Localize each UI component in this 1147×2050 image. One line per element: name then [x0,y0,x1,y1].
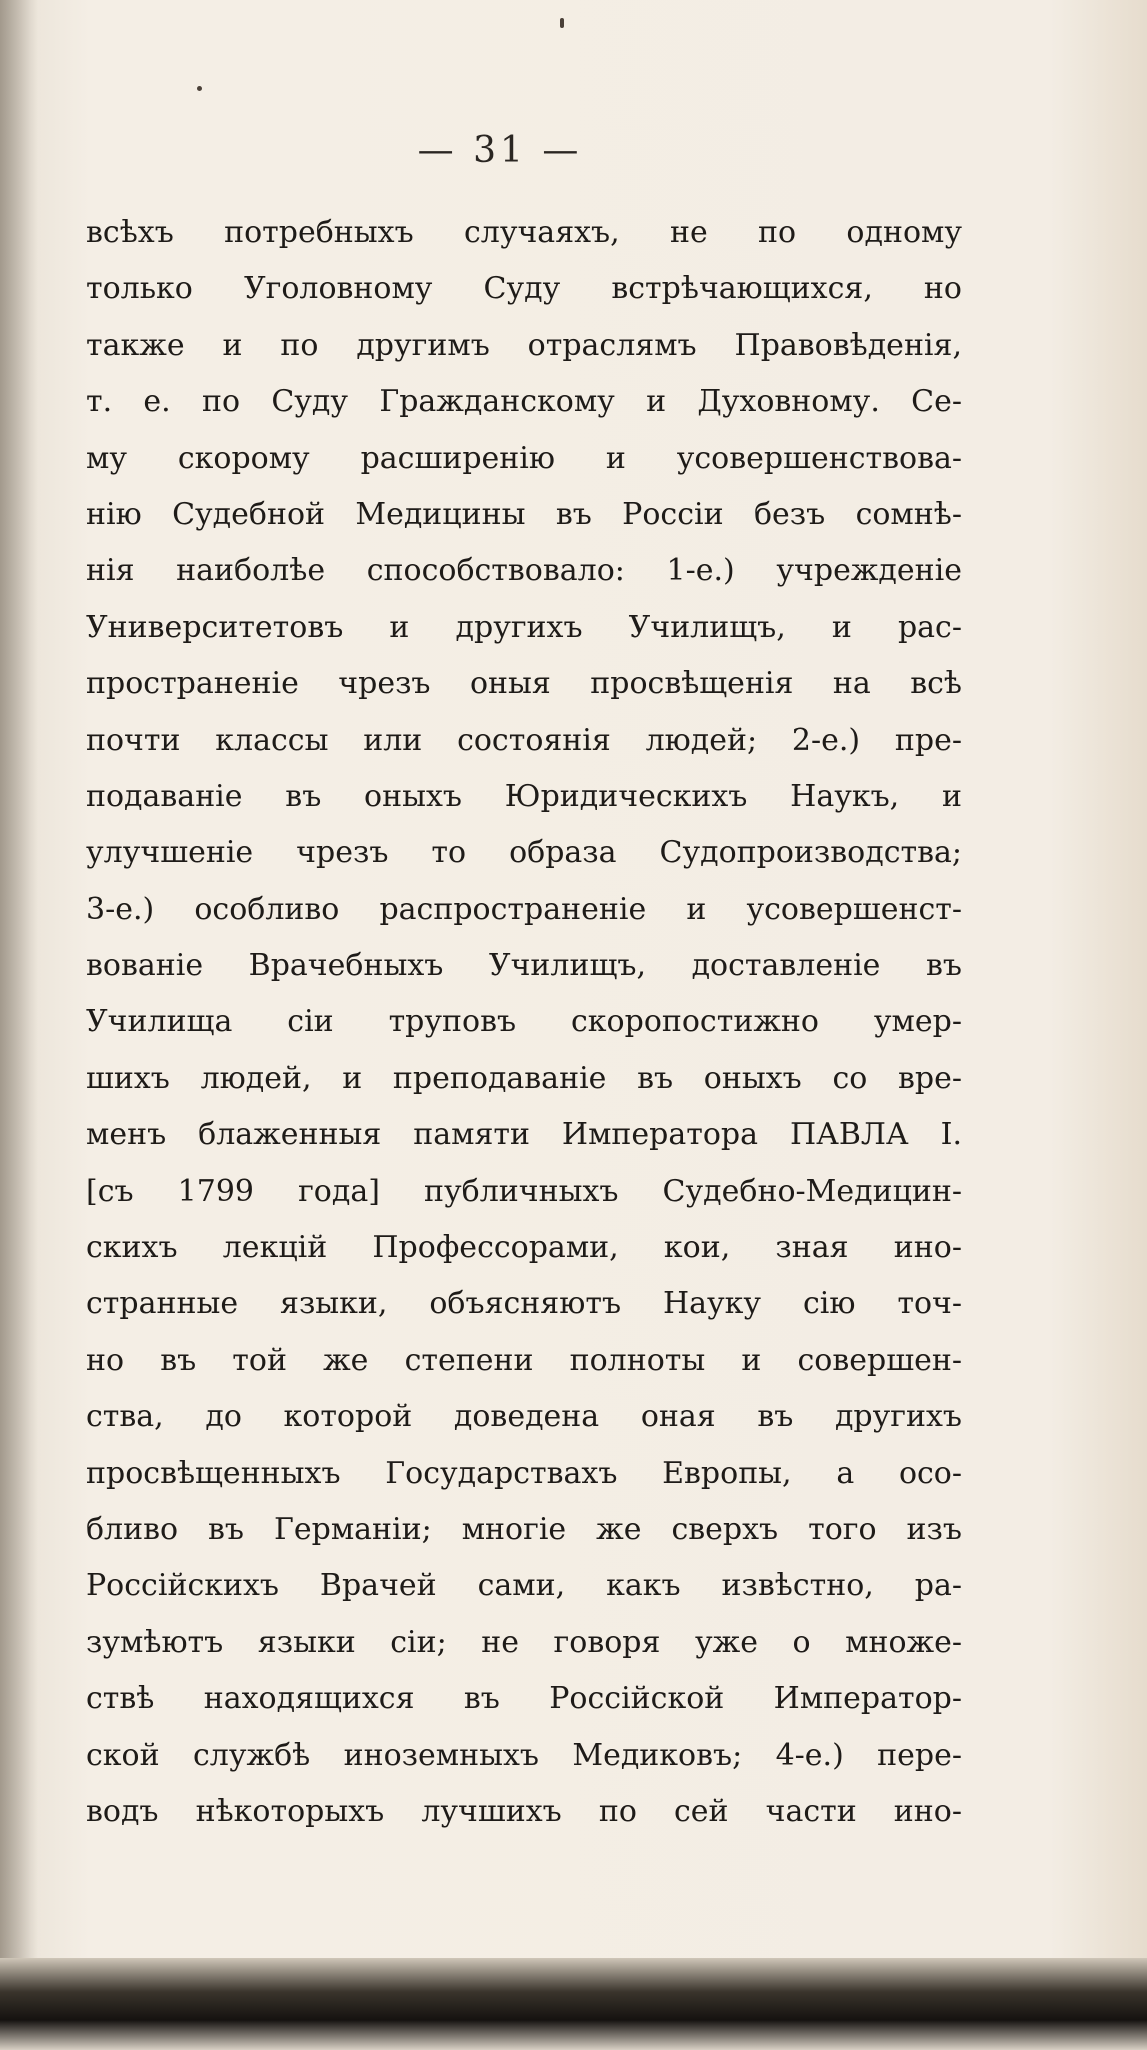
text-line: му скорому расширенію и усовершенствова- [86,440,962,476]
text-line: просвѣщенныхъ Государствахъ Европы, а осо- [86,1455,962,1491]
text-line: нія наиболѣе способствовало: 1-е.) учрежденіе [86,553,962,589]
ink-speck [560,18,564,28]
text-line: всѣхъ потребныхъ случаяхъ, не по одному [86,215,962,250]
page-bottom-edge [0,1958,1147,2050]
text-line: скихъ лекцій Профессорами, кои, зная ино- [86,1230,962,1266]
text-line: вованіе Врачебныхъ Училищъ, доставленіе въ [86,948,962,984]
text-line: также и по другимъ отраслямъ Правовѣденія, [86,327,962,363]
spine-shadow [0,0,38,2050]
text-line: Университетовъ и другихъ Училищъ, и рас- [86,609,962,645]
ink-speck [197,86,202,91]
text-line: Училища сіи труповъ скоропостижно умер- [86,1004,962,1040]
text-line: менъ блаженныя памяти Императора ПАВЛА I. [86,1117,962,1153]
text-line: но въ той же степени полноты и совершен- [86,1342,962,1378]
text-line: шихъ людей, и преподаваніе въ оныхъ со вре- [86,1060,962,1096]
text-line: ства, до которой доведена оная въ другихъ [86,1399,962,1435]
text-line: зумѣютъ языки сіи; не говоря уже о множе- [86,1624,962,1660]
body-text [86,205,962,1840]
text-line: т. е. по Суду Гражданскому и Духовному. Се- [86,384,962,420]
text-line: бливо въ Германіи; многіе же сверхъ того изъ [86,1511,962,1547]
text-line: нію Судебной Медицины въ Россіи безъ сомнѣ- [86,496,962,532]
text-line: Россійскихъ Врачей сами, какъ извѣстно, ра- [86,1568,962,1604]
text-line: [съ 1799 года] публичныхъ Судебно-Медицин- [86,1173,962,1209]
text-line: подаваніе въ оныхъ Юридическихъ Наукъ, и [86,778,962,814]
text-line: водъ нѣкоторыхъ лучшихъ по сей части ино- [86,1793,962,1829]
text-line: ствѣ находящихся въ Россійской Император- [86,1681,962,1717]
text-line: улучшеніе чрезъ то образа Судопроизводства; [86,835,962,871]
text-line: странные языки, объясняютъ Науку сію точ- [86,1286,962,1322]
text-line: 3-е.) особливо распространеніе и усовершенст- [86,891,962,927]
text-line: только Уголовному Суду встрѣчающихся, но [86,271,962,307]
text-line: пространеніе чрезъ оныя просвѣщенія на всѣ [86,666,962,702]
page-number: — 31 — [417,130,583,171]
text-line: почти классы или состоянія людей; 2-е.) пре- [86,722,962,758]
text-line: ской службѣ иноземныхъ Медиковъ; 4-е.) пере- [86,1737,962,1773]
